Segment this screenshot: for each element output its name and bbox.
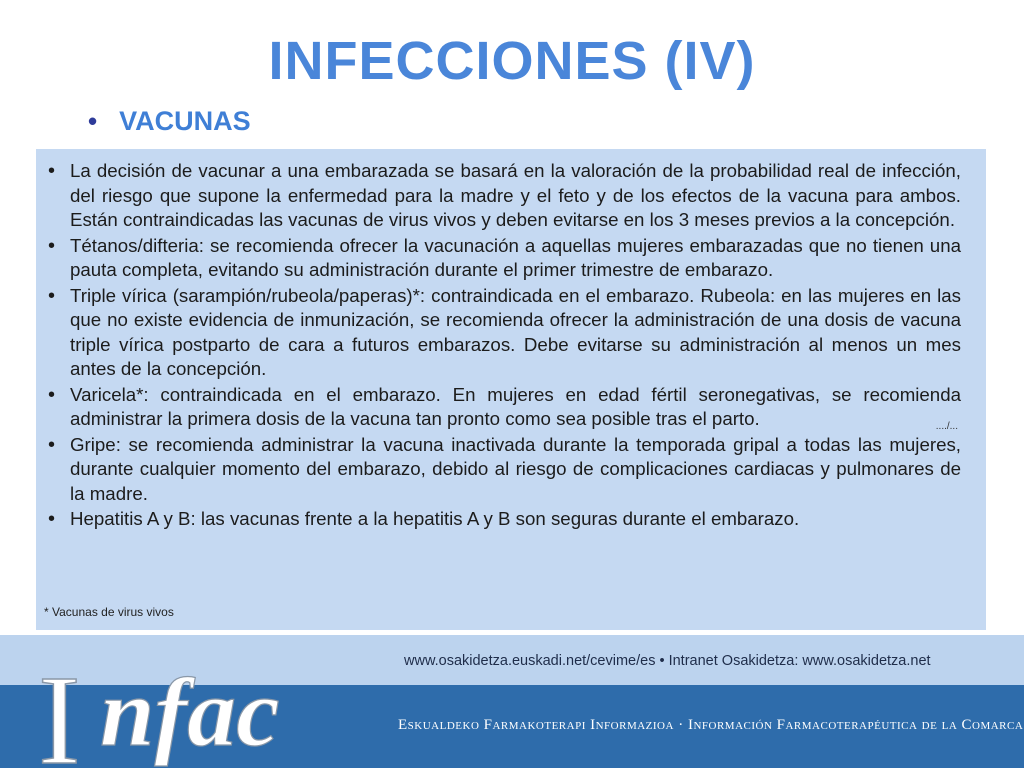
svg-text:I: I <box>38 649 81 768</box>
continuation-mark: ..../... <box>935 421 958 432</box>
subtitle-row <box>88 106 251 137</box>
list-item <box>50 507 961 532</box>
list-item <box>50 284 961 382</box>
list-item-text: La decisión de vacunar a una embarazada se basará en la valoración de la probabilidad real de infección, del riesgo que supone la enfermedad para la madre y el feto y de los efectos de la vacuna para ambos. Están contraindicadas las vacunas de virus vivos y deben evitarse en los 3 meses previos a la concepción. <box>70 160 961 230</box>
list-item-text: Hepatitis A y B: las vacunas frente a la hepatitis A y B son seguras durante el embarazo. <box>70 508 800 529</box>
content-box <box>36 149 986 630</box>
subtitle: VACUNAS <box>119 106 251 136</box>
footer <box>0 635 1024 768</box>
vaccine-list <box>50 159 961 533</box>
footer-links: www.osakidetza.euskadi.net/cevime/es • Intranet Osakidetza: www.osakidetza.net <box>404 653 931 669</box>
list-item <box>50 234 961 283</box>
list-item-text: Triple vírica (sarampión/rubeola/paperas)*: contraindicada en el embarazo. Rubeola: en las mujeres en las que no existe evidencia de inmunización, se recomienda ofrecer la administración de una dosis de vacuna triple vírica postparto de cara a futuros embarazos. Debe evitarse su administración al menos un mes antes de la concepción. <box>70 284 961 379</box>
slide-title: INFECCIONES (IV) <box>268 31 756 91</box>
svg-text:nfac: nfac <box>100 659 280 767</box>
list-item-text: Varicela*: contraindicada en el embarazo. En mujeres en edad fértil seronegativas, se recomienda administrar la primera dosis de la vacuna tan pronto como sea posible tras el parto. <box>70 383 961 429</box>
list-item <box>50 383 961 432</box>
list-item-text: Gripe: se recomienda administrar la vacuna inactivada durante la temporada gripal a todas las mujeres, durante cualquier momento del embarazo, debido al riesgo de complicaciones cardiacas y pulmonares de la madre. <box>70 433 961 504</box>
subtitle-bullet: • <box>88 106 98 136</box>
bullet-icon: • <box>48 234 56 257</box>
bullet-icon: • <box>48 160 56 182</box>
bullet-icon: • <box>48 383 56 406</box>
bullet-icon: • <box>48 508 56 530</box>
infac-logo <box>38 643 338 768</box>
footer-tagline: Eskualdeko Farmakoterapi Informazioa · Información Farmacoterapéutica de la Comarca <box>398 717 1024 733</box>
list-item <box>50 433 961 507</box>
list-item-text: Tétanos/difteria: se recomienda ofrecer la vacunación a aquellas mujeres embarazadas que no tienen una pauta completa, evitando su administración durante el primer trimestre de embarazo. <box>70 234 961 280</box>
bullet-icon: • <box>48 284 56 307</box>
bullet-icon: • <box>48 433 56 456</box>
footnote: * Vacunas de virus vivos <box>44 605 174 619</box>
list-item <box>50 159 961 233</box>
